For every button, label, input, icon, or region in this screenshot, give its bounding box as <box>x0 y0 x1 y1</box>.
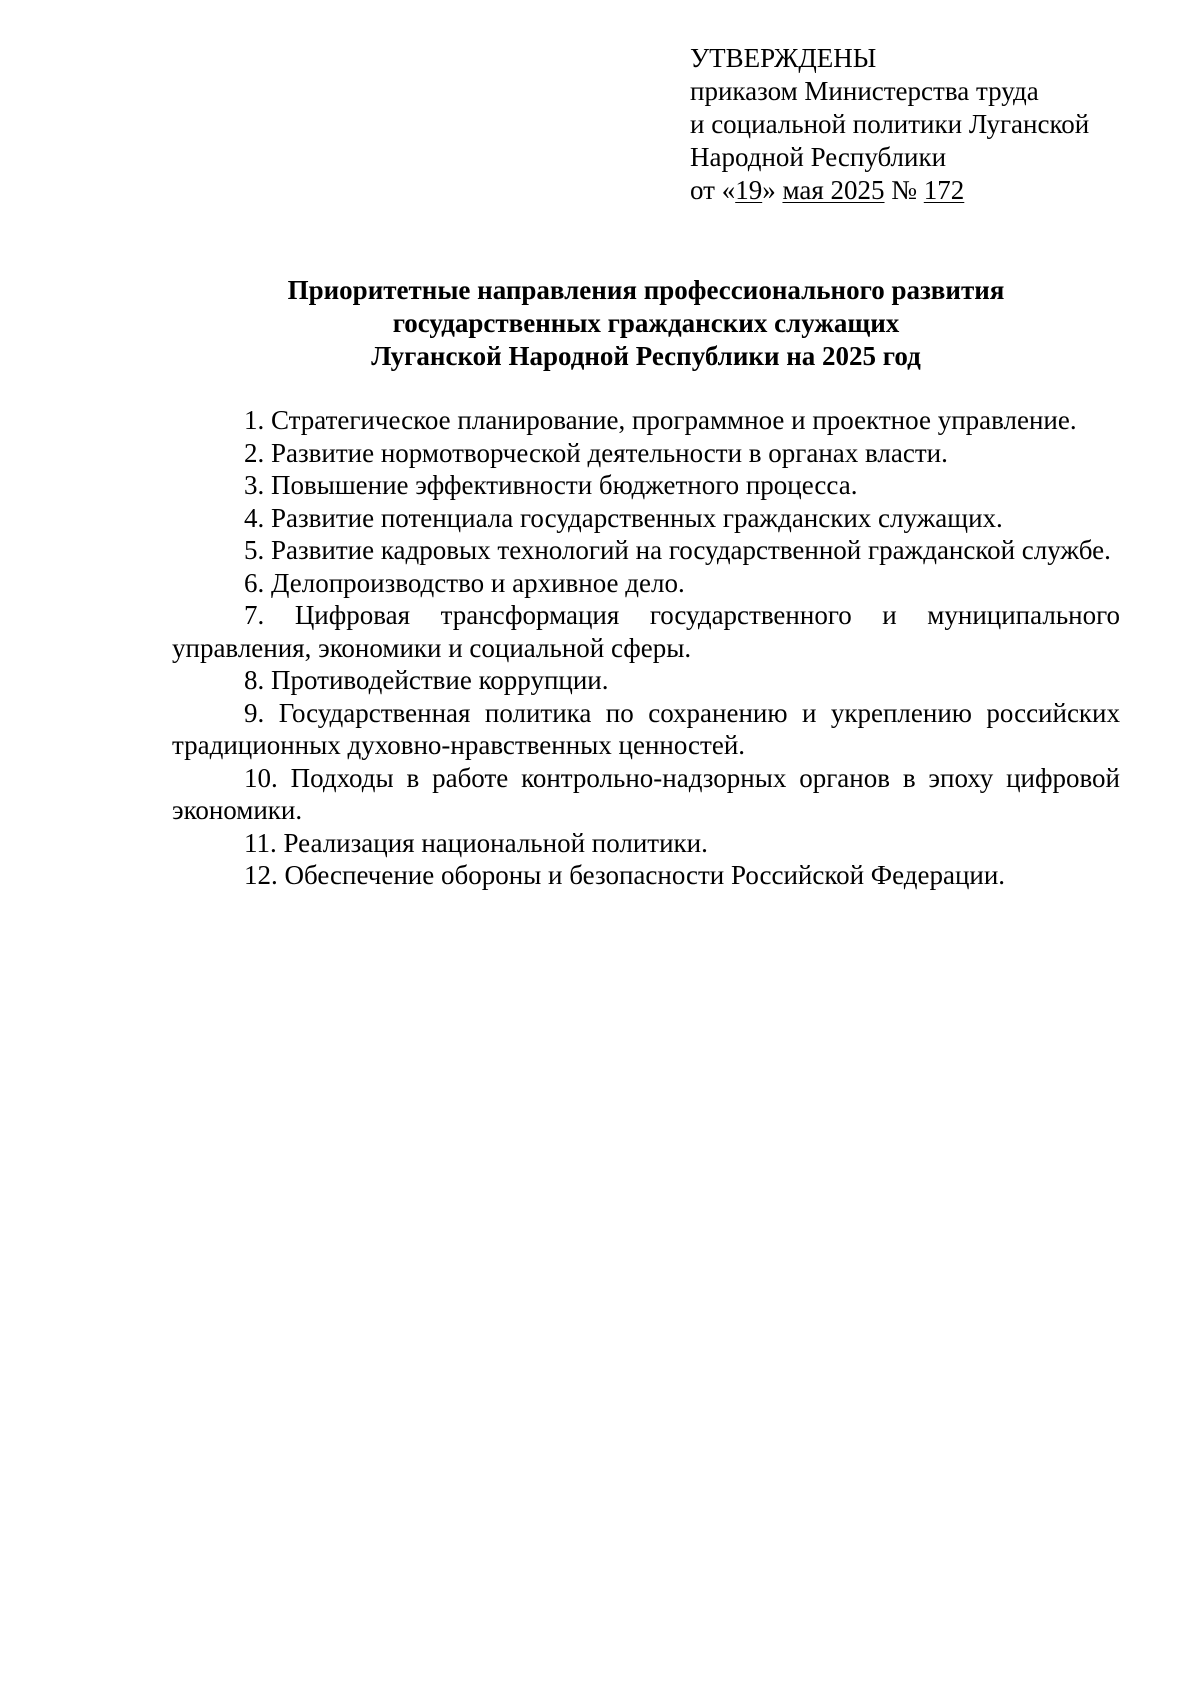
item-text: Делопроизводство и архивное дело. <box>271 567 685 598</box>
order-day: 19 <box>735 175 763 205</box>
approval-line-1: приказом Министерства труда <box>690 76 1039 106</box>
title-line-3: Луганской Народной Республики на 2025 год <box>371 341 921 371</box>
list-item <box>172 404 1120 437</box>
approval-heading: УТВЕРЖДЕНЫ <box>690 43 877 73</box>
item-number: 1. <box>244 405 265 435</box>
document-title <box>172 274 1120 373</box>
approval-line-2: и социальной политики Луганской <box>690 109 1090 139</box>
item-text: Противодействие коррупции. <box>271 665 609 695</box>
list-item <box>172 567 1120 600</box>
title-line-1: Приоритетные направления профессионального развития <box>287 275 1005 305</box>
list-item <box>172 469 1120 502</box>
item-number: 12. <box>244 860 278 890</box>
item-text: Развитие потенциала государственных гражданских служащих. <box>271 502 1003 533</box>
item-number: 9. <box>244 697 265 728</box>
item-text: Реализация национальной политики. <box>283 827 708 858</box>
list-item <box>172 859 1120 892</box>
list-item <box>172 502 1120 535</box>
item-number: 8. <box>244 665 265 695</box>
order-number: 172 <box>923 175 965 205</box>
item-text: Развитие нормотворческой деятельности в органах власти. <box>271 437 948 468</box>
item-number: 7. <box>244 600 265 630</box>
list-item <box>172 697 1120 762</box>
day-suffix: » <box>762 175 776 205</box>
item-text: Цифровая трансформация государственного и муниципального управления, экономики и социальной сферы. <box>172 600 1120 663</box>
priority-list <box>172 404 1120 892</box>
item-text: Повышение эффективности бюджетного процесса. <box>271 470 858 500</box>
list-item <box>172 827 1120 860</box>
list-item <box>172 534 1120 567</box>
item-number: 10. <box>244 762 278 793</box>
order-month-year: мая 2025 <box>782 175 885 205</box>
approval-date-line <box>690 174 1160 207</box>
list-item <box>172 599 1120 664</box>
item-number: 4. <box>244 502 265 533</box>
item-text: Стратегическое планирование, программное и проектное управление. <box>271 405 1077 435</box>
list-item <box>172 437 1120 470</box>
number-sign: № <box>891 175 918 205</box>
item-number: 2. <box>244 437 265 468</box>
item-text: Подходы в работе контрольно-надзорных органов в эпоху цифровой экономики. <box>172 762 1121 825</box>
list-item <box>172 762 1120 827</box>
approval-line-3: Народной Республики <box>690 142 947 172</box>
date-prefix: от « <box>690 175 736 205</box>
item-text: Государственная политика по сохранению и укреплению российских традиционных духовно-нравственных ценностей. <box>172 697 1121 760</box>
list-item <box>172 664 1120 697</box>
item-number: 3. <box>244 470 265 500</box>
item-text: Обеспечение обороны и безопасности Российской Федерации. <box>284 860 1006 890</box>
item-text: Развитие кадровых технологий на государственной гражданской службе. <box>271 535 1111 565</box>
title-line-2: государственных гражданских служащих <box>392 308 900 338</box>
approval-block <box>690 42 1160 207</box>
item-number: 11. <box>244 827 277 858</box>
item-number: 6. <box>244 567 265 598</box>
item-number: 5. <box>244 535 265 565</box>
